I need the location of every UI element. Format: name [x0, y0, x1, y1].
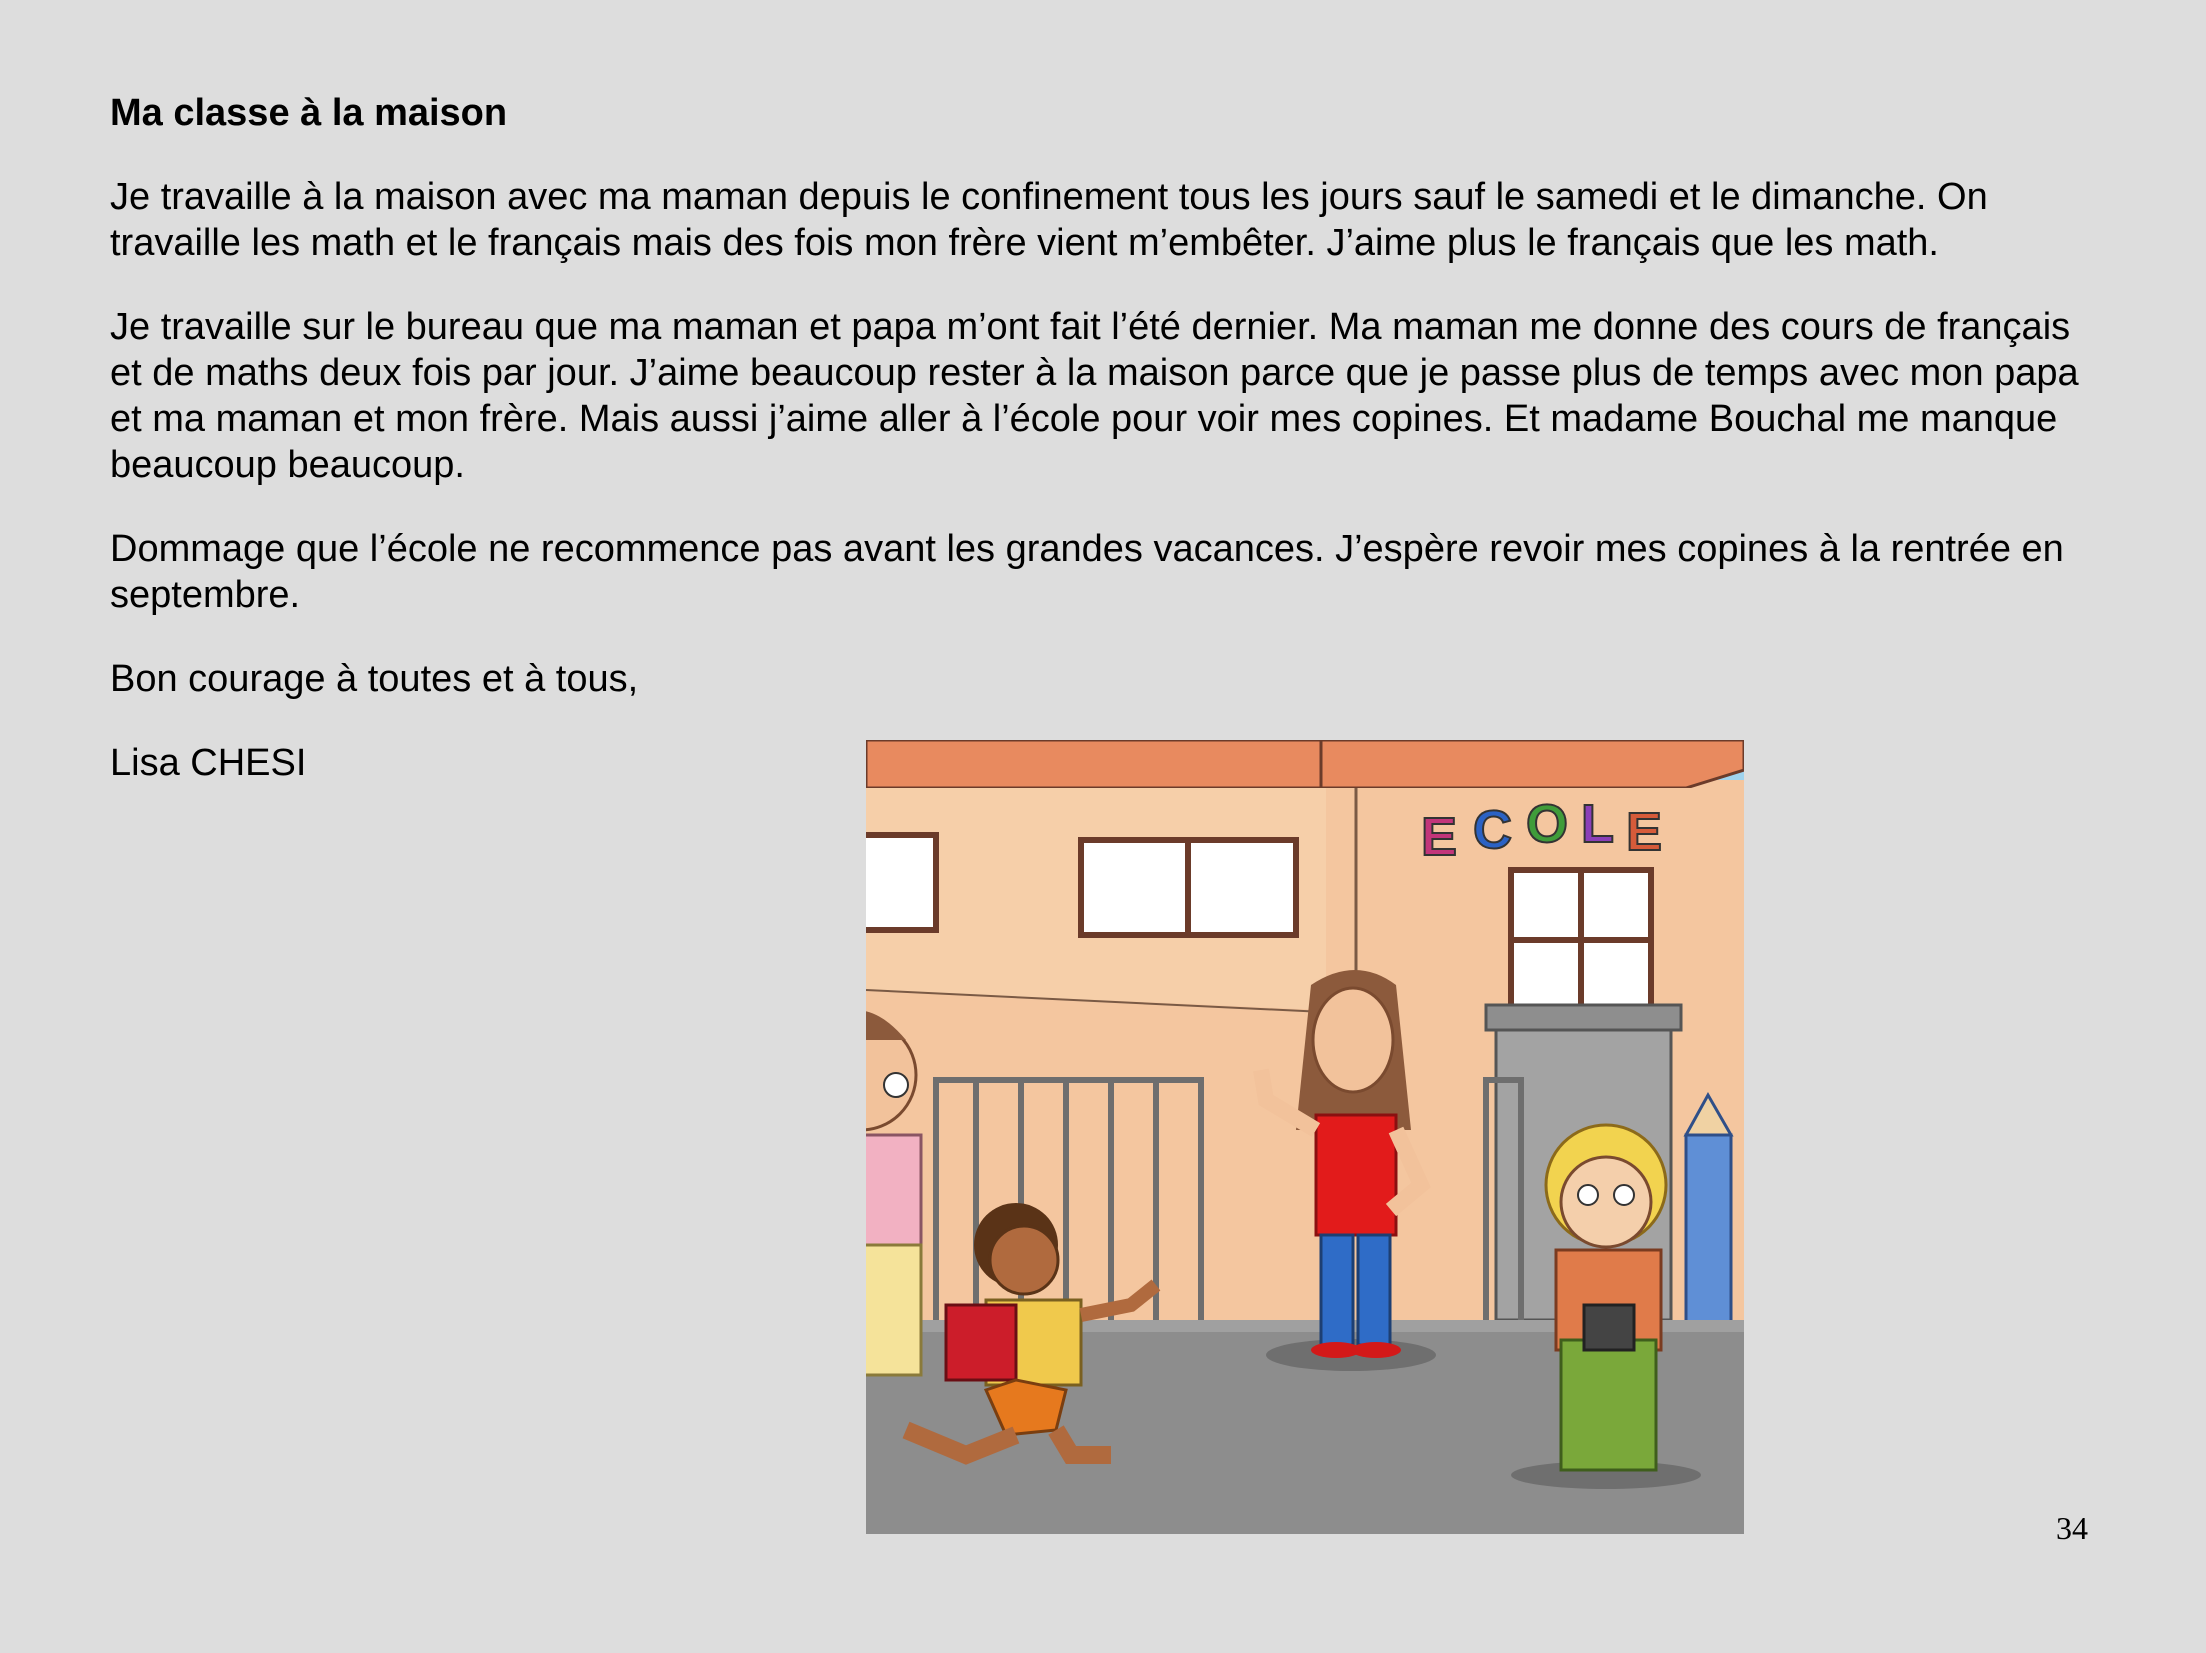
sign-letter-e2: E	[1626, 802, 1663, 862]
paragraph-1: Je travaille à la maison avec ma maman depuis le confinement tous les jours sauf le samedi et le dimanche. On travaille les math et le français mais des fois mon frère vient m’embêter. J’aime plus le français que les math.	[110, 176, 1988, 264]
document-title: Ma classe à la maison	[110, 92, 508, 134]
paragraph-2: Je travaille sur le bureau que ma maman et papa m’ont fait l’été dernier. Ma maman me donne des cours de français et de maths deux fois par jour. J’aime beaucoup rester à la maison parce que je passe plus de temps avec mon papa et ma maman et mon frère. Mais aussi j’aime aller à l’école pour voir mes copines. Et madame Bouchal me manque beaucoup beaucoup.	[110, 306, 2079, 486]
sign-letter-l: L	[1581, 794, 1614, 854]
page-number: 34	[2056, 1510, 2088, 1546]
paragraph-3: Dommage que l’école ne recommence pas avant les grandes vacances. J’espère revoir mes copines à la rentrée en septembre.	[110, 528, 2064, 616]
document-body	[110, 90, 2100, 824]
sign-letter-c: C	[1473, 800, 1512, 860]
sign-letter-o: O	[1526, 794, 1569, 854]
signature: Lisa CHESI	[110, 742, 307, 784]
school-illustration	[866, 740, 1744, 1534]
left-person-figure	[866, 1010, 921, 1375]
school-scene-drawing	[866, 740, 1744, 1534]
roof	[866, 740, 1744, 788]
sign-letter-e1: E	[1421, 807, 1458, 867]
closing-line: Bon courage à toutes et à tous,	[110, 658, 639, 700]
